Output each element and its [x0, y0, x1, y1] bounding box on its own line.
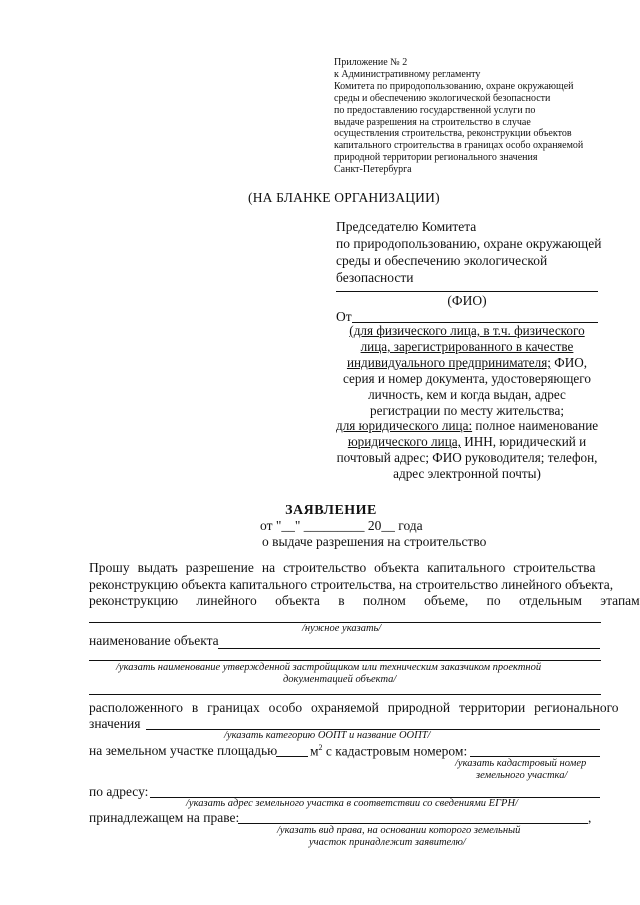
statement-date[interactable]: от "__" _________ 20__ года: [260, 518, 423, 533]
object-name-blank-2[interactable]: [89, 660, 601, 661]
annex-line: капитального строительства в границах особо охраняемой: [334, 140, 584, 152]
hint-text: /указать категорию ООПТ и название ООПТ/: [224, 730, 431, 741]
object-name-blank[interactable]: [218, 648, 600, 649]
desc-line: для юридического лица:: [336, 418, 473, 434]
fio-blank-line[interactable]: [336, 291, 598, 292]
hint-text: /указать вид права, на основании которого земельный: [277, 825, 521, 836]
address-label: по адресу:: [89, 784, 149, 799]
annex-line: осуществления строительства, реконструкции объектов: [334, 128, 572, 140]
plot-area-blank[interactable]: [276, 756, 308, 757]
desc-line: серия и номер документа, удостоверяющего: [343, 370, 591, 386]
body-line: реконструкцию объекта капитального строительства, на строительство линейного объекта,: [89, 577, 614, 592]
body-line: реконструкцию линейного объекта в полном объеме, по отдельным этапам: [89, 593, 640, 608]
comma: ,: [588, 810, 592, 825]
hint-text: документацией объекта/: [283, 674, 397, 685]
desc-line: регистрации по месту жительства;: [370, 402, 564, 418]
body-line: значения: [89, 716, 141, 731]
unit-text: м: [310, 743, 319, 759]
annex-line: Приложение № 2: [334, 57, 408, 68]
annex-line: выдаче разрешения на строительство в случае: [334, 116, 531, 128]
object-name-label: наименование объекта: [89, 633, 219, 648]
annex-line: к Административному регламенту: [334, 68, 481, 80]
object-name-blank-3[interactable]: [89, 694, 601, 695]
statement-title: ЗАЯВЛЕНИЕ: [285, 503, 377, 518]
desc-line: юридического лица,: [347, 434, 461, 450]
body-line: расположенного в границах особо охраняемой природной территории регионального: [89, 700, 619, 715]
desc-line: ИНН, юридический и: [460, 434, 587, 450]
annex-header: [334, 57, 634, 176]
hint-text: /указать наименование утвержденной застройщиком или техническим заказчиком проектной: [116, 662, 542, 673]
fio-label: (ФИО): [447, 293, 487, 308]
annex-line: природной территории регионального значения: [334, 152, 538, 164]
annex-line: по предоставлению государственной услуги по: [334, 104, 536, 116]
desc-line: лица, зарегистрированного в качестве: [360, 338, 574, 354]
desc-line: почтовый адрес; ФИО руководителя; телефон,: [336, 450, 598, 466]
cadastral-label: с кадастровым номером:: [325, 743, 468, 759]
desc-line: (для физического лица, в т.ч. физического: [349, 323, 585, 338]
hint-text: /нужное указать/: [302, 623, 382, 634]
cadastral-blank[interactable]: [470, 756, 600, 757]
unit-superscript: 2: [318, 743, 323, 752]
addressee-line: среды и обеспечению экологической: [336, 253, 548, 268]
letterhead-note: (НА БЛАНКЕ ОРГАНИЗАЦИИ): [248, 190, 440, 205]
desc-line: ФИО,: [550, 354, 588, 370]
hint-text: земельного участка/: [476, 770, 568, 781]
annex-line: Санкт-Петербурга: [334, 164, 412, 176]
applicant-description: [336, 323, 598, 482]
annex-line: Комитета по природопользованию, охране окружающей: [334, 80, 574, 92]
statement-subject: о выдаче разрешения на строительство: [262, 534, 487, 549]
hint-text: участок принадлежит заявителю/: [309, 837, 466, 848]
plot-area-label: на земельном участке площадью: [89, 743, 278, 758]
addressee-line: по природопользованию, охране окружающей: [336, 236, 602, 251]
desc-line: полное наименование: [472, 418, 599, 434]
addressee-line: Председателю Комитета: [336, 219, 477, 234]
hint-text: /указать адрес земельного участка в соответствии со сведениями ЕГРН/: [186, 798, 518, 809]
plot-area-unit: [310, 743, 467, 760]
addressee-line: безопасности: [336, 270, 414, 285]
right-blank[interactable]: [238, 823, 588, 824]
desc-line: личность, кем и когда выдан, адрес: [368, 386, 566, 402]
desc-line: индивидуального предпринимателя;: [346, 354, 551, 370]
addressee-block: [336, 218, 626, 286]
from-label: От: [336, 309, 352, 324]
annex-line: среды и обеспечению экологической безопасности: [334, 92, 551, 104]
desc-line: адрес электронной почты): [393, 466, 541, 482]
hint-text: /указать кадастровый номер: [455, 758, 587, 769]
body-line: Прошу выдать разрешение на строительство объекта капитального строительства: [89, 560, 596, 575]
right-label: принадлежащем на праве:: [89, 810, 240, 825]
